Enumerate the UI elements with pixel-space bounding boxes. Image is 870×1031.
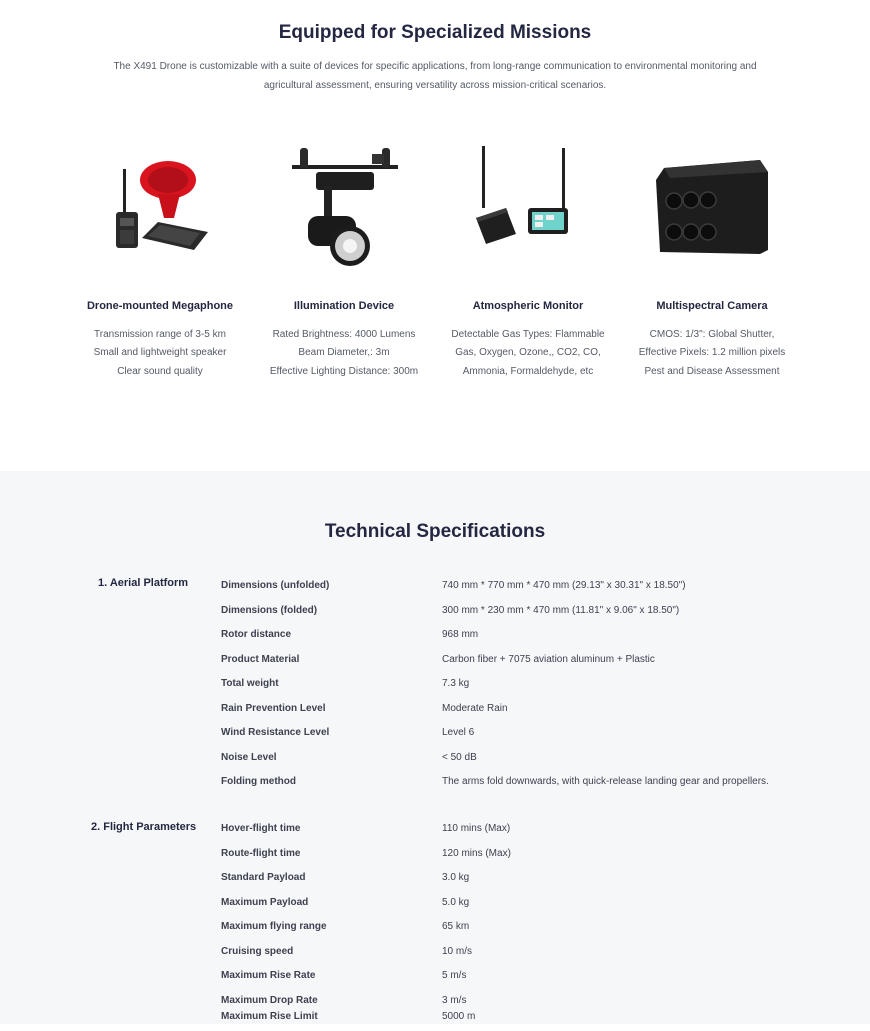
spec-row [0,678,870,698]
spec-key: Product Material [221,654,300,665]
illumination-image [252,136,436,270]
device-card-illumination [252,136,436,381]
spec-value: < 50 dB [442,752,477,763]
spec-value: 3.0 kg [442,872,470,883]
spec-value: Moderate Rain [442,703,508,714]
spec-value: 5000 m [442,1011,476,1022]
spec-group-label: 2. Flight Parameters [91,821,197,833]
spec-row [0,605,870,625]
spec-value: The arms fold downwards, with quick-release landing gear and propellers. [442,776,769,787]
spec-value: 120 mins (Max) [442,848,511,859]
equipment-section [0,0,870,471]
spec-key: Wind Resistance Level [221,727,330,738]
spec-key: Maximum flying range [221,921,327,932]
spec-key: Maximum Payload [221,897,309,908]
technical-specifications-section [0,471,870,1024]
equipment-title: Equipped for Specialized Missions [278,22,592,43]
spec-key: Dimensions (unfolded) [221,580,330,591]
spec-row [0,654,870,674]
spec-key: Cruising speed [221,946,294,957]
spec-key: Rain Prevention Level [221,703,326,714]
spec-key: Noise Level [221,752,277,763]
spec-key: Maximum Rise Rate [221,970,316,981]
device-spec-line: Clear sound quality [117,365,203,377]
spec-row [0,1011,870,1031]
spec-row [0,823,870,843]
device-spec-line: Gas, Oxygen, Ozone,, CO2, CO, [455,347,601,359]
spec-key: Total weight [221,678,279,689]
equipment-description [100,58,770,95]
spec-key: Folding method [221,776,296,787]
multispectral-camera-image [620,136,804,270]
spec-key: Maximum Rise Limit [221,1011,318,1022]
device-card-megaphone [68,136,252,381]
spec-value: 5 m/s [442,970,467,981]
spec-value: 300 mm * 230 mm * 470 mm (11.81" x 9.06" x 18.50") [442,605,680,616]
spec-value: 10 m/s [442,946,473,957]
spec-value: Carbon fiber + 7075 aviation aluminum + Plastic [442,654,655,665]
spec-row [0,752,870,772]
spec-row [0,776,870,796]
spec-key: Dimensions (folded) [221,605,318,616]
spec-row [0,848,870,868]
spec-group-label: 1. Aerial Platform [98,577,189,589]
device-spec-line: Pest and Disease Assessment [644,365,780,377]
spec-value: 740 mm * 770 mm * 470 mm (29.13" x 30.31" x 18.50") [442,580,686,591]
spec-key: Route-flight time [221,848,301,859]
device-spec-line: CMOS: 1/3": Global Shutter, [649,329,775,340]
spec-row [0,946,870,966]
atmospheric-monitor-image [436,136,620,270]
spec-row [0,897,870,917]
device-spec-line: Beam Diameter,: 3m [298,347,390,359]
equipment-description-line: The X491 Drone is customizable with a suite of devices for specific applications, from long-range communication to environmental monitoring and [113,61,757,72]
spec-row [0,580,870,600]
spec-row [0,921,870,941]
spec-value: 7.3 kg [442,678,470,689]
specs-title: Technical Specifications [324,521,546,542]
device-card-multispectral-camera [620,136,804,381]
device-spec-line: Small and lightweight speaker [93,347,227,359]
spec-row [0,703,870,723]
device-name: Illumination Device [293,300,395,312]
spec-key: Hover-flight time [221,823,301,834]
spec-value: 3 m/s [442,995,467,1006]
spec-key: Standard Payload [221,872,306,883]
spec-value: 968 mm [442,629,479,640]
spec-value: 5.0 kg [442,897,470,908]
device-spec-line: Detectable Gas Types: Flammable [451,329,605,340]
spec-value: 110 mins (Max) [442,823,511,834]
spec-value: Level 6 [442,727,475,738]
megaphone-image [68,136,252,270]
device-card-atmospheric-monitor [436,136,620,381]
device-name: Drone-mounted Megaphone [86,300,234,312]
device-spec-line: Transmission range of 3-5 km [94,329,226,340]
device-name: Multispectral Camera [656,300,768,312]
spec-key: Rotor distance [221,629,292,640]
device-spec-line: Effective Lighting Distance: 300m [269,365,419,377]
device-spec-line: Rated Brightness: 4000 Lumens [272,329,416,340]
spec-row [0,727,870,747]
device-spec-line: Effective Pixels: 1.2 million pixels [638,347,786,359]
spec-key: Maximum Drop Rate [221,995,318,1006]
equipment-description-line: agricultural assessment, ensuring versatility across mission-critical scenarios. [263,79,607,91]
device-name: Atmospheric Monitor [472,300,584,312]
spec-row [0,629,870,649]
spec-value: 65 km [442,921,470,932]
spec-row [0,872,870,892]
device-spec-line: Ammonia, Formaldehyde, etc [462,365,594,377]
spec-row [0,970,870,990]
